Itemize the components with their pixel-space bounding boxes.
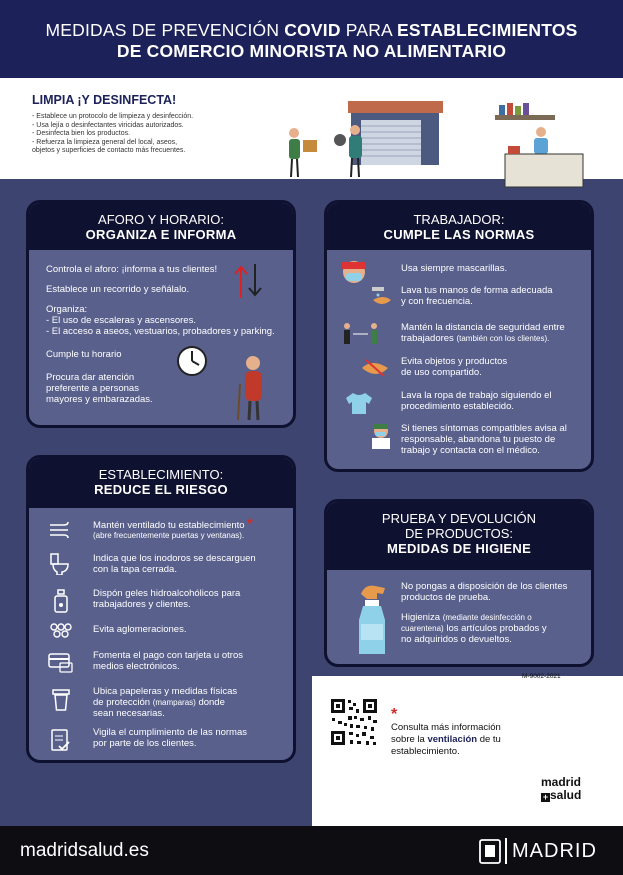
aforo-text: mayores y embarazadas. <box>46 394 153 405</box>
estab-text: sean necesarias. <box>93 708 165 719</box>
card-title: PRUEBA Y DEVOLUCIÓN <box>381 511 537 526</box>
logo-line: madrid <box>541 775 582 789</box>
title-part-bold: COVID <box>284 20 341 40</box>
estab-text: Indica que los inodoros se descarguen <box>93 553 256 564</box>
title-part: PARA <box>340 20 398 40</box>
card-title: ESTABLECIMIENTO: <box>98 467 224 482</box>
clean-item: - Establece un protocolo de limpieza y desinfección. <box>32 113 194 120</box>
prueba-text-small: (mediante desinfección o <box>442 613 532 622</box>
note-star: * <box>391 706 398 723</box>
clean-title: LIMPIA ¡Y DESINFECTA! <box>32 93 177 107</box>
worker-text: de uso compartido. <box>401 367 482 378</box>
worker-text-small: (también con los clientes). <box>456 334 550 343</box>
footer-divider <box>505 838 507 864</box>
card-title: AFORO Y HORARIO: <box>98 212 224 227</box>
prueba-text: no adquiridos o devueltos. <box>401 634 512 645</box>
aforo-text: preferente a personas <box>46 383 139 394</box>
note-line: establecimiento. <box>391 746 460 757</box>
ventilation-note <box>391 706 501 758</box>
document-code: M-9002-2021 <box>522 673 561 680</box>
estab-text: medios electrónicos. <box>93 661 180 672</box>
estab-text: trabajadores y clientes. <box>93 599 191 610</box>
clean-item: objetos y superficies de contacto más frecuentes. <box>32 147 186 154</box>
estab-text: Evita aglomeraciones. <box>93 624 187 635</box>
prueba-text: Higieniza <box>401 612 443 623</box>
card-subtitle: MEDIDAS DE HIGIENE <box>386 541 532 556</box>
qr-code[interactable] <box>326 694 382 750</box>
aforo-text: Organiza: <box>46 304 88 315</box>
estab-text-small: (abre frecuentemente puertas y ventanas). <box>93 531 245 540</box>
title-part: MEDIDAS DE PREVENCIÓN <box>45 20 285 40</box>
aforo-text: Cumple tu horario <box>46 349 122 360</box>
estab-text: Vigila el cumplimiento de las normas <box>93 727 248 738</box>
estab-text: Mantén ventilado tu establecimiento <box>93 520 245 531</box>
estab-text: por parte de los clientes. <box>93 738 197 749</box>
clean-item: - Refuerza la limpieza general del local, aseos, <box>32 138 178 146</box>
note-line: sobre la <box>391 734 428 745</box>
estab-text-small: (mamparas) <box>152 698 196 707</box>
worker-text: Mantén la distancia de seguridad entre <box>401 322 565 333</box>
madrid-salud-logo: madrid + salud <box>541 775 582 802</box>
clean-item: - Usa lejía o desinfectantes viricidas autorizados. <box>32 121 184 129</box>
clean-item: - Desinfecta bien los productos. <box>32 130 131 137</box>
title-line-2: DE COMERCIO MINORISTA NO ALIMENTARIO <box>116 41 507 61</box>
worker-text: Evita objetos y productos <box>401 356 508 367</box>
footer-city: MADRID <box>512 840 597 862</box>
worker-text: responsable, abandona tu puesto de <box>401 434 556 445</box>
worker-text: Lava la ropa de trabajo siguiendo el <box>401 390 552 401</box>
worker-text: trabajadores <box>401 333 457 344</box>
worker-text: Si tienes síntomas compatibles avisa al <box>401 423 567 434</box>
aforo-text: Procura dar atención <box>46 372 135 383</box>
worker-text: trabajo y contacta con el médico. <box>401 445 540 456</box>
footer-website-link[interactable]: madridsalud.es <box>20 840 149 861</box>
card-title: TRABAJADOR: <box>413 212 505 227</box>
estab-text: donde <box>195 697 225 708</box>
prueba-text-small: cuarentena) <box>401 624 444 633</box>
aforo-text: - El uso de escaleras y ascensores. <box>46 315 196 326</box>
card-subtitle: REDUCE EL RIESGO <box>94 482 228 497</box>
card-establecimiento: ESTABLECIMIENTO: REDUCE EL RIESGO Mantén ventilado tu establecimiento * (abre frecuentemente puertas y ventanas). Indica que los inodoros se descarguen con la tapa cerrada. Dispón geles hidroalcohólicos para trabajadores y clientes. Evita aglomeraciones. Fomenta el pago con tarjeta u otros medios electrónicos. Ubica papeleras y medidas físicas de protección (mamparas) donde sean necesarias. Vigila el cumplimiento de las normas por parte de los clientes. <box>26 455 296 763</box>
prueba-text: productos de prueba. <box>401 592 491 603</box>
aforo-text: - El acceso a aseos, vestuarios, probadores y parking. <box>46 326 275 337</box>
card-subtitle: CUMPLE LAS NORMAS <box>383 227 535 242</box>
note-line: de tu <box>477 734 501 745</box>
madrid-crest-icon <box>479 839 501 864</box>
card-title: DE PRODUCTOS: <box>404 526 514 541</box>
worker-text: y con frecuencia. <box>401 296 473 307</box>
estab-text: Ubica papeleras y medidas físicas <box>93 686 238 697</box>
footer <box>0 826 623 875</box>
card-subtitle: ORGANIZA E INFORMA <box>85 227 237 242</box>
worker-text: procedimiento establecido. <box>401 401 515 412</box>
worker-text: Lava tus manos de forma adecuada <box>401 285 553 296</box>
aforo-text: Controla el aforo: ¡informa a tus clientes! <box>46 264 218 275</box>
prueba-text: los artículos probados y <box>443 623 547 634</box>
estab-text: Dispón geles hidroalcohólicos para <box>93 588 241 599</box>
estab-text: de protección <box>93 697 153 708</box>
aforo-text: Establece un recorrido y señálalo. <box>46 284 190 295</box>
worker-text: Usa siempre mascarillas. <box>401 263 508 274</box>
estab-text: con la tapa cerrada. <box>93 564 177 575</box>
prueba-text: No pongas a disposición de los clientes <box>401 581 568 592</box>
title-part-bold: ESTABLECIMIENTOS <box>397 20 578 40</box>
note-bold: ventilación <box>427 734 478 745</box>
estab-text: Fomenta el pago con tarjeta u otros <box>93 650 243 661</box>
note-line: Consulta más información <box>391 722 501 733</box>
logo-line: salud <box>550 788 582 802</box>
